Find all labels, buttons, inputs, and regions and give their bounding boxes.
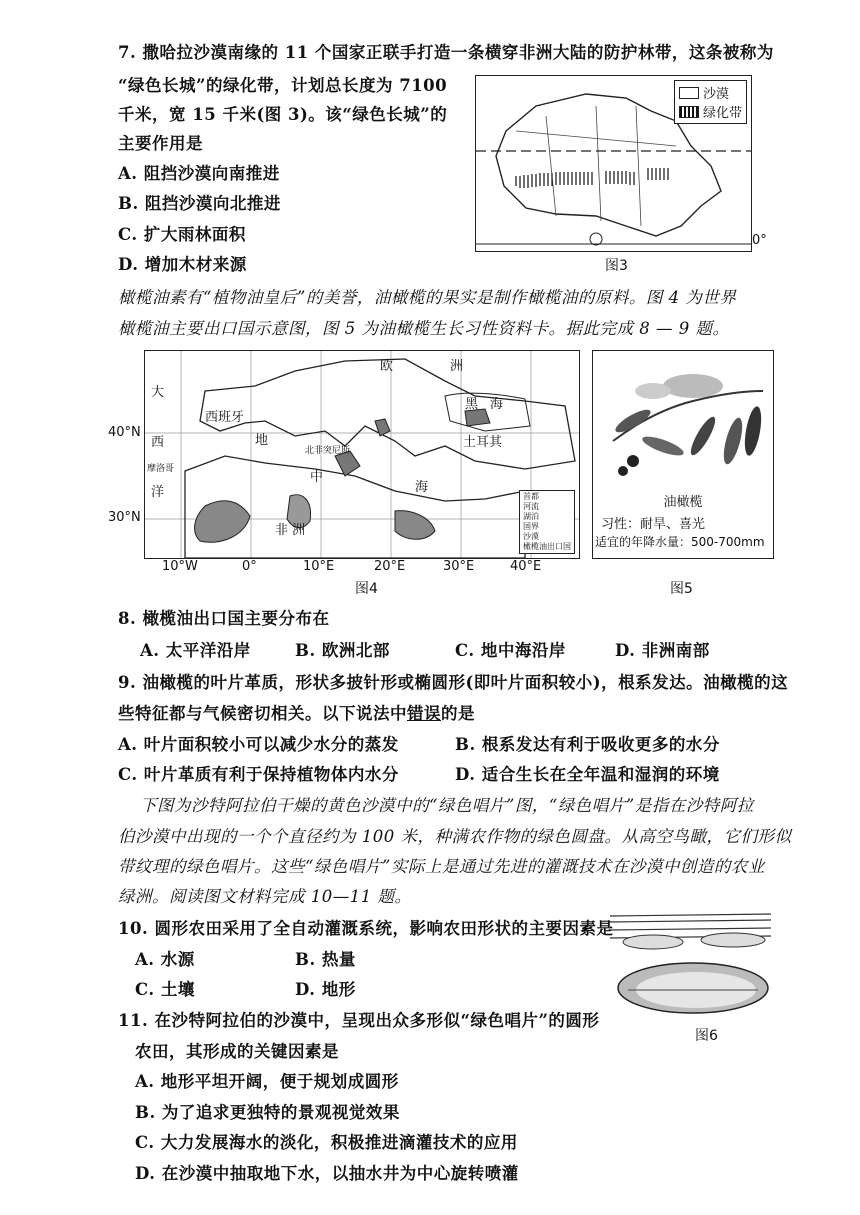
- black-sea-label-2: 海: [490, 397, 504, 412]
- greenbelt-swatch: [679, 106, 699, 118]
- intro-10-11-line1: 下图为沙特阿拉伯干燥的黄色沙漠中的“绿色唱片”图，“绿色唱片”是指在沙特阿拉: [140, 796, 754, 815]
- q11-option-c: C. 大力发展海水的淡化，积极推进滴灌技术的应用: [135, 1133, 518, 1152]
- q11-stem-line1: 11. 在沙特阿拉伯的沙漠中，呈现出众多形似“绿色唱片”的圆形: [118, 1011, 600, 1030]
- intro-10-11-line3: 带纹理的绿色唱片。这些“绿色唱片”实际上是通过先进的灌溉技术在沙漠中创造的农业: [118, 857, 765, 876]
- figure-6-caption: 图6: [695, 1028, 718, 1044]
- q9-option-a: A. 叶片面积较小可以减少水分的蒸发: [118, 735, 399, 754]
- mediterranean-map-drawing: [145, 351, 579, 558]
- lon-10w-label: 10°W: [162, 559, 198, 574]
- q10-stem: 10. 圆形农田采用了全自动灌溉系统，影响农田形状的主要因素是: [118, 919, 614, 938]
- spain-label: 西班牙: [205, 410, 245, 425]
- q11-option-a: A. 地形平坦开阔，便于规划成圆形: [135, 1072, 399, 1091]
- lon-30e-label: 30°E: [443, 559, 475, 574]
- q11-stem-line2: 农田，其形成的关键因素是: [135, 1042, 339, 1061]
- figure-4-legend: [519, 490, 575, 554]
- lon-10e-label: 10°E: [303, 559, 335, 574]
- olive-branch-illustration: [593, 351, 773, 491]
- black-sea-label-1: 黑: [465, 397, 479, 412]
- figure-6-circular-fields: [608, 908, 773, 1018]
- q9-emphasis-wrong: 错误: [407, 704, 441, 723]
- intro-10-11-line2: 伯沙漠中出现的一个个直径约为 100 米，种满农作物的绿色圆盘。从高空鸟瞰，它们形似: [118, 827, 792, 846]
- atlantic-label-2: 西: [151, 435, 165, 450]
- q7-stem-line3: 千米，宽 15 千米(图 3)。该“绿色长城”的: [118, 105, 448, 124]
- q10-option-b: B. 热量: [295, 950, 356, 969]
- legend-desert-label: 沙漠: [702, 87, 729, 102]
- figure-3-equator-label: 0°: [752, 233, 767, 248]
- q10-option-d: D. 地形: [295, 980, 356, 999]
- lon-20e-label: 20°E: [374, 559, 406, 574]
- mediterranean-label-2: 中: [310, 470, 324, 485]
- q8-stem: 8. 橄榄油出口国主要分布在: [118, 609, 330, 628]
- q7-stem-line2: “绿色长城”的绿化带，计划总长度为 7100: [118, 76, 448, 95]
- desert-swatch: [679, 87, 699, 99]
- q9-option-c: C. 叶片革质有利于保持植物体内水分: [118, 765, 399, 784]
- q9-option-b: B. 根系发达有利于吸收更多的水分: [455, 735, 720, 754]
- q8-option-a: A. 太平洋沿岸: [140, 641, 251, 660]
- africa-label: 非 洲: [275, 523, 306, 538]
- legend-border: 国界: [523, 522, 539, 531]
- q7-stem-line4: 主要作用是: [118, 134, 203, 153]
- atlantic-label-3: 洋: [151, 485, 165, 500]
- q9-stem-line2: [118, 703, 475, 725]
- olive-rainfall: 适宜的年降水量：500-700mm: [595, 535, 765, 549]
- europe-label-2: 洲: [450, 359, 464, 374]
- legend-lake: 湖泊: [523, 512, 539, 521]
- q9-option-d: D. 适合生长在全年温和湿润的环境: [455, 765, 720, 784]
- atlantic-label-1: 大: [151, 385, 165, 400]
- olive-name: 油橄榄: [663, 495, 703, 510]
- circular-field-illustration: [608, 908, 773, 1018]
- q7-option-b: B. 阻挡沙漠向北推进: [118, 194, 281, 213]
- figure-4-mediterranean-map: [144, 350, 580, 559]
- q9-stem-line2-part1: 些特征都与气候密切相关。以下说法中: [118, 704, 407, 723]
- q9-stem-line2-part3: 的是: [441, 704, 475, 723]
- lon-40e-label: 40°E: [510, 559, 542, 574]
- q11-option-b: B. 为了追求更独特的景观视觉效果: [135, 1103, 400, 1122]
- figure-4-caption: 图4: [355, 581, 378, 597]
- lon-0-label: 0°: [242, 559, 257, 574]
- legend-desert: 沙漠: [523, 532, 539, 541]
- figure-5-caption: 图5: [670, 581, 693, 597]
- tunisia-label: 北非突尼斯: [305, 446, 351, 456]
- q7-stem-line1: 7. 撒哈拉沙漠南缘的 11 个国家正联手打造一条横穿非洲大陆的防护林带，这条被称为: [118, 43, 774, 62]
- figure-5-olive-card: [592, 350, 774, 559]
- q10-option-a: A. 水源: [135, 950, 195, 969]
- legend-capital: 首都: [523, 492, 539, 501]
- q10-option-c: C. 土壤: [135, 980, 195, 999]
- europe-label-1: 欧: [380, 359, 394, 374]
- figure-3-legend: [674, 80, 747, 124]
- q7-option-c: C. 扩大雨林面积: [118, 225, 246, 244]
- legend-exporter: 橄榄油出口国: [523, 542, 571, 551]
- lat-30n-label: 30°N: [108, 510, 141, 525]
- morocco-capital-label: 摩洛哥: [147, 464, 175, 474]
- turkey-label: 土耳其: [463, 435, 503, 450]
- q7-option-a: A. 阻挡沙漠向南推进: [118, 164, 280, 183]
- mediterranean-label-3: 海: [415, 480, 429, 495]
- lat-40n-label: 40°N: [108, 425, 141, 440]
- intro-8-9-line1: 橄榄油素有“植物油皇后”的美誉，油橄榄的果实是制作橄榄油的原料。图 4 为世界: [118, 288, 737, 307]
- intro-8-9-line2: 橄榄油主要出口国示意图，图 5 为油橄榄生长习性资料卡。据此完成 8 — 9 题。: [118, 319, 730, 338]
- q8-option-b: B. 欧洲北部: [295, 641, 390, 660]
- q8-option-c: C. 地中海沿岸: [455, 641, 566, 660]
- figure-3-africa-map: [475, 75, 752, 252]
- q7-option-d: D. 增加木材来源: [118, 255, 247, 274]
- legend-river: 河流: [523, 502, 539, 511]
- q9-stem-line1: 9. 油橄榄的叶片革质，形状多披针形或椭圆形(即叶片面积较小)，根系发达。油橄榄的这: [118, 673, 789, 692]
- q11-option-d: D. 在沙漠中抽取地下水，以抽水井为中心旋转喷灌: [135, 1164, 519, 1183]
- mediterranean-label-1: 地: [255, 433, 269, 448]
- figure-3-caption: 图3: [605, 258, 628, 274]
- intro-10-11-line4: 绿洲。阅读图文材料完成 10—11 题。: [118, 887, 412, 906]
- olive-habit: 习性：耐旱、喜光: [601, 517, 706, 532]
- q8-option-d: D. 非洲南部: [615, 641, 710, 660]
- legend-greenbelt-label: 绿化带: [702, 106, 742, 121]
